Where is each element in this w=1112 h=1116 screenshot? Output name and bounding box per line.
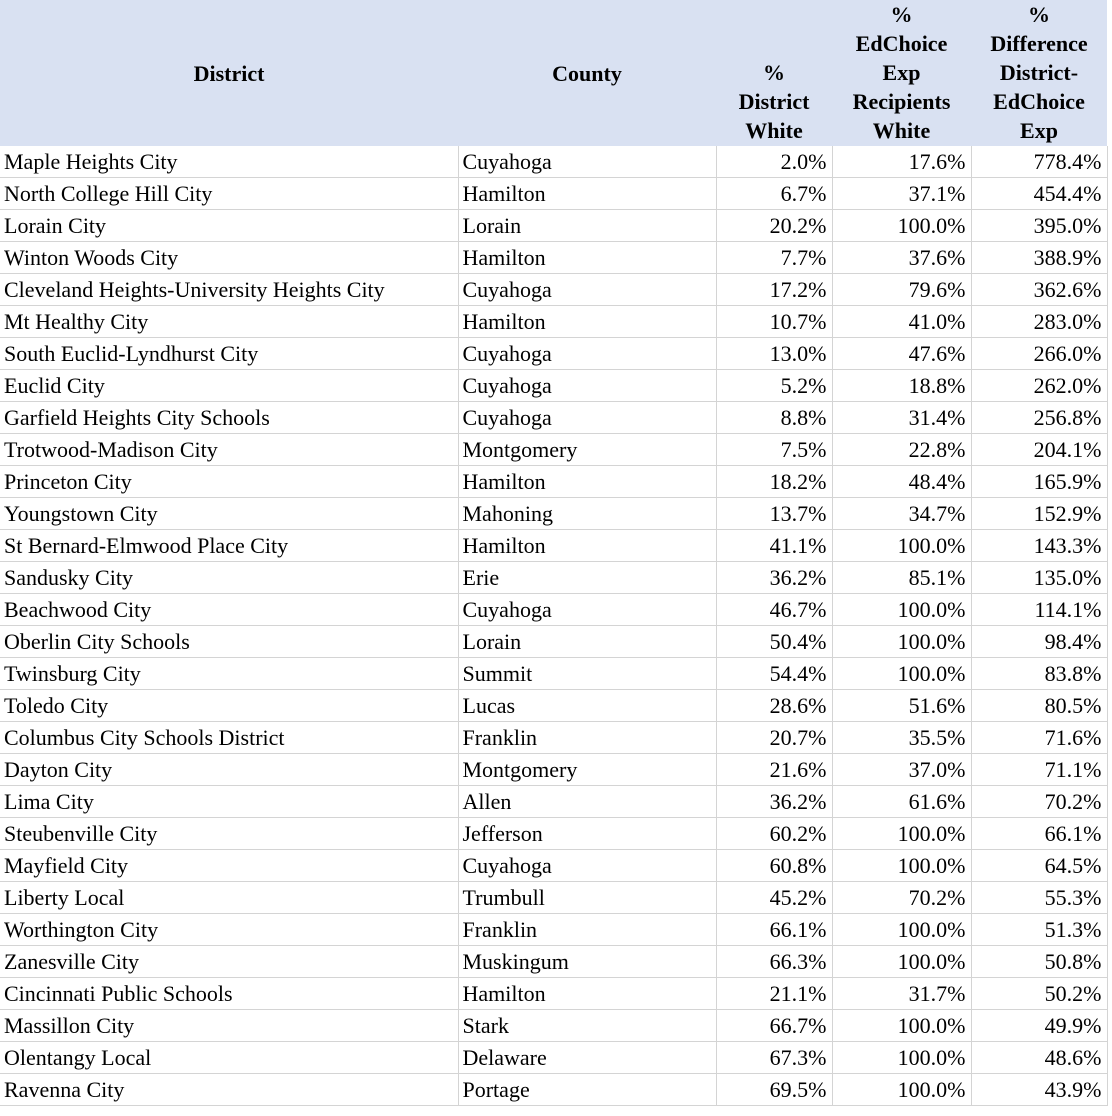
table-row <box>0 658 1107 690</box>
header-text-line: Exp <box>882 60 921 85</box>
table-row <box>0 306 1107 338</box>
header-text-line: County <box>552 60 622 86</box>
table-row <box>0 146 1107 178</box>
district-white-cell: 66.7% <box>716 1010 832 1042</box>
table-row <box>0 498 1107 530</box>
district-cell: Massillon City <box>0 1010 458 1042</box>
edchoice-white-cell: 100.0% <box>832 1074 971 1106</box>
table-row <box>0 690 1107 722</box>
county-cell: Muskingum <box>458 946 716 978</box>
district-cell: Cleveland Heights-University Heights City <box>0 274 458 306</box>
county-cell: Hamilton <box>458 466 716 498</box>
table-row <box>0 466 1107 498</box>
difference-cell: 135.0% <box>971 562 1107 594</box>
table-row <box>0 242 1107 274</box>
table-row <box>0 978 1107 1010</box>
column-header-district-white <box>716 0 832 146</box>
district-cell: Garfield Heights City Schools <box>0 402 458 434</box>
header-text-line: % <box>763 60 785 85</box>
county-cell: Cuyahoga <box>458 594 716 626</box>
county-cell: Hamilton <box>458 978 716 1010</box>
county-cell: Cuyahoga <box>458 370 716 402</box>
edchoice-white-cell: 17.6% <box>832 146 971 178</box>
district-cell: Worthington City <box>0 914 458 946</box>
district-cell: Trotwood-Madison City <box>0 434 458 466</box>
district-white-cell: 60.2% <box>716 818 832 850</box>
district-cell: Lima City <box>0 786 458 818</box>
difference-cell: 266.0% <box>971 338 1107 370</box>
table-row <box>0 1074 1107 1106</box>
table-row <box>0 754 1107 786</box>
header-text-line: EdChoice <box>993 89 1085 114</box>
district-white-cell: 8.8% <box>716 402 832 434</box>
difference-cell: 71.1% <box>971 754 1107 786</box>
header-text-line: Exp <box>1020 118 1058 143</box>
difference-cell: 70.2% <box>971 786 1107 818</box>
edchoice-white-cell: 100.0% <box>832 818 971 850</box>
edchoice-white-cell: 35.5% <box>832 722 971 754</box>
edchoice-white-cell: 100.0% <box>832 658 971 690</box>
county-cell: Cuyahoga <box>458 338 716 370</box>
column-header-edchoice-white <box>832 0 971 146</box>
district-cell: Twinsburg City <box>0 658 458 690</box>
header-text-line: District <box>193 60 265 86</box>
table-row <box>0 402 1107 434</box>
table-row <box>0 722 1107 754</box>
edchoice-white-cell: 41.0% <box>832 306 971 338</box>
county-cell: Montgomery <box>458 434 716 466</box>
district-cell: Toledo City <box>0 690 458 722</box>
edchoice-white-cell: 100.0% <box>832 1042 971 1074</box>
table-row <box>0 1042 1107 1074</box>
table-row <box>0 818 1107 850</box>
difference-cell: 256.8% <box>971 402 1107 434</box>
district-cell: Princeton City <box>0 466 458 498</box>
district-cell: Youngstown City <box>0 498 458 530</box>
column-header-county <box>458 0 716 146</box>
district-white-cell: 20.7% <box>716 722 832 754</box>
district-white-cell: 6.7% <box>716 178 832 210</box>
county-cell: Stark <box>458 1010 716 1042</box>
county-cell: Lorain <box>458 210 716 242</box>
county-cell: Franklin <box>458 914 716 946</box>
edchoice-white-cell: 100.0% <box>832 626 971 658</box>
edchoice-white-cell: 100.0% <box>832 946 971 978</box>
difference-cell: 114.1% <box>971 594 1107 626</box>
district-white-cell: 20.2% <box>716 210 832 242</box>
table-row <box>0 626 1107 658</box>
district-white-cell: 2.0% <box>716 146 832 178</box>
difference-cell: 64.5% <box>971 850 1107 882</box>
edchoice-white-cell: 61.6% <box>832 786 971 818</box>
table-row <box>0 1010 1107 1042</box>
county-cell: Cuyahoga <box>458 402 716 434</box>
district-white-cell: 7.5% <box>716 434 832 466</box>
header-row <box>0 0 1107 146</box>
county-cell: Hamilton <box>458 242 716 274</box>
county-cell: Allen <box>458 786 716 818</box>
county-cell: Hamilton <box>458 306 716 338</box>
county-cell: Lorain <box>458 626 716 658</box>
district-white-cell: 13.0% <box>716 338 832 370</box>
district-white-cell: 41.1% <box>716 530 832 562</box>
difference-cell: 83.8% <box>971 658 1107 690</box>
difference-cell: 204.1% <box>971 434 1107 466</box>
edchoice-white-cell: 79.6% <box>832 274 971 306</box>
edchoice-white-cell: 48.4% <box>832 466 971 498</box>
table-row <box>0 914 1107 946</box>
district-cell: Winton Woods City <box>0 242 458 274</box>
edchoice-white-cell: 51.6% <box>832 690 971 722</box>
table-row <box>0 210 1107 242</box>
district-white-cell: 69.5% <box>716 1074 832 1106</box>
difference-cell: 778.4% <box>971 146 1107 178</box>
district-cell: Beachwood City <box>0 594 458 626</box>
district-white-cell: 45.2% <box>716 882 832 914</box>
district-cell: South Euclid-Lyndhurst City <box>0 338 458 370</box>
county-cell: Summit <box>458 658 716 690</box>
district-cell: Lorain City <box>0 210 458 242</box>
district-cell: Zanesville City <box>0 946 458 978</box>
county-cell: Cuyahoga <box>458 146 716 178</box>
difference-cell: 71.6% <box>971 722 1107 754</box>
edchoice-white-cell: 37.0% <box>832 754 971 786</box>
difference-cell: 362.6% <box>971 274 1107 306</box>
difference-cell: 283.0% <box>971 306 1107 338</box>
column-header-difference <box>971 0 1107 146</box>
edchoice-white-cell: 34.7% <box>832 498 971 530</box>
district-white-cell: 54.4% <box>716 658 832 690</box>
edchoice-white-cell: 100.0% <box>832 914 971 946</box>
county-cell: Hamilton <box>458 178 716 210</box>
edchoice-white-cell: 22.8% <box>832 434 971 466</box>
table-row <box>0 434 1107 466</box>
district-cell: Liberty Local <box>0 882 458 914</box>
edchoice-white-cell: 100.0% <box>832 850 971 882</box>
edchoice-white-cell: 31.7% <box>832 978 971 1010</box>
county-cell: Cuyahoga <box>458 274 716 306</box>
district-white-cell: 7.7% <box>716 242 832 274</box>
district-cell: Columbus City Schools District <box>0 722 458 754</box>
district-white-cell: 46.7% <box>716 594 832 626</box>
district-white-cell: 66.3% <box>716 946 832 978</box>
header-text-line: EdChoice <box>855 31 948 56</box>
column-header-district <box>0 0 458 146</box>
difference-cell: 165.9% <box>971 466 1107 498</box>
district-cell: Steubenville City <box>0 818 458 850</box>
district-cell: Ravenna City <box>0 1074 458 1106</box>
county-cell: Delaware <box>458 1042 716 1074</box>
difference-cell: 50.8% <box>971 946 1107 978</box>
table-row <box>0 178 1107 210</box>
edchoice-white-cell: 70.2% <box>832 882 971 914</box>
district-white-cell: 60.8% <box>716 850 832 882</box>
header-text-line: White <box>745 118 803 143</box>
county-cell: Lucas <box>458 690 716 722</box>
district-white-cell: 10.7% <box>716 306 832 338</box>
county-cell: Hamilton <box>458 530 716 562</box>
difference-cell: 152.9% <box>971 498 1107 530</box>
district-white-cell: 5.2% <box>716 370 832 402</box>
edchoice-white-cell: 100.0% <box>832 1010 971 1042</box>
header-text-line: Recipients <box>852 89 951 114</box>
header-text-line: White <box>872 118 931 143</box>
county-cell: Franklin <box>458 722 716 754</box>
difference-cell: 80.5% <box>971 690 1107 722</box>
table-row <box>0 370 1107 402</box>
district-white-cell: 36.2% <box>716 786 832 818</box>
district-white-cell: 17.2% <box>716 274 832 306</box>
edchoice-white-cell: 100.0% <box>832 594 971 626</box>
district-cell: Dayton City <box>0 754 458 786</box>
district-white-cell: 18.2% <box>716 466 832 498</box>
district-cell: Cincinnati Public Schools <box>0 978 458 1010</box>
county-cell: Montgomery <box>458 754 716 786</box>
difference-cell: 66.1% <box>971 818 1107 850</box>
difference-cell: 395.0% <box>971 210 1107 242</box>
district-white-cell: 13.7% <box>716 498 832 530</box>
county-cell: Portage <box>458 1074 716 1106</box>
table-row <box>0 882 1107 914</box>
district-white-cell: 67.3% <box>716 1042 832 1074</box>
header-text-line: % <box>890 2 913 27</box>
header-text-line: District- <box>999 60 1079 85</box>
edchoice-white-cell: 37.6% <box>832 242 971 274</box>
district-cell: Mt Healthy City <box>0 306 458 338</box>
district-white-cell: 66.1% <box>716 914 832 946</box>
table-body <box>0 146 1107 1106</box>
county-cell: Trumbull <box>458 882 716 914</box>
difference-cell: 262.0% <box>971 370 1107 402</box>
table-row <box>0 274 1107 306</box>
district-cell: Sandusky City <box>0 562 458 594</box>
table-row <box>0 786 1107 818</box>
edchoice-white-cell: 47.6% <box>832 338 971 370</box>
district-cell: Maple Heights City <box>0 146 458 178</box>
difference-cell: 98.4% <box>971 626 1107 658</box>
difference-cell: 49.9% <box>971 1010 1107 1042</box>
district-cell: Mayfield City <box>0 850 458 882</box>
edchoice-white-cell: 85.1% <box>832 562 971 594</box>
edchoice-white-cell: 37.1% <box>832 178 971 210</box>
difference-cell: 50.2% <box>971 978 1107 1010</box>
header-text-line: District <box>738 89 810 114</box>
edchoice-white-cell: 18.8% <box>832 370 971 402</box>
district-white-cell: 36.2% <box>716 562 832 594</box>
district-white-cell: 50.4% <box>716 626 832 658</box>
difference-cell: 55.3% <box>971 882 1107 914</box>
county-cell: Erie <box>458 562 716 594</box>
difference-cell: 454.4% <box>971 178 1107 210</box>
county-cell: Mahoning <box>458 498 716 530</box>
district-white-cell: 21.1% <box>716 978 832 1010</box>
district-cell: St Bernard-Elmwood Place City <box>0 530 458 562</box>
edchoice-white-cell: 100.0% <box>832 210 971 242</box>
district-cell: Olentangy Local <box>0 1042 458 1074</box>
difference-cell: 143.3% <box>971 530 1107 562</box>
district-cell: Oberlin City Schools <box>0 626 458 658</box>
table-row <box>0 594 1107 626</box>
county-cell: Jefferson <box>458 818 716 850</box>
district-cell: Euclid City <box>0 370 458 402</box>
header-text-line: % <box>1028 2 1050 27</box>
difference-cell: 43.9% <box>971 1074 1107 1106</box>
header-text-line: Difference <box>990 31 1088 56</box>
table-row <box>0 338 1107 370</box>
edchoice-white-cell: 100.0% <box>832 530 971 562</box>
difference-cell: 51.3% <box>971 914 1107 946</box>
district-white-cell: 28.6% <box>716 690 832 722</box>
difference-cell: 48.6% <box>971 1042 1107 1074</box>
edchoice-white-cell: 31.4% <box>832 402 971 434</box>
table-row <box>0 562 1107 594</box>
table-row <box>0 530 1107 562</box>
district-white-cell: 21.6% <box>716 754 832 786</box>
table-row <box>0 850 1107 882</box>
county-cell: Cuyahoga <box>458 850 716 882</box>
difference-cell: 388.9% <box>971 242 1107 274</box>
district-cell: North College Hill City <box>0 178 458 210</box>
table-row <box>0 946 1107 978</box>
